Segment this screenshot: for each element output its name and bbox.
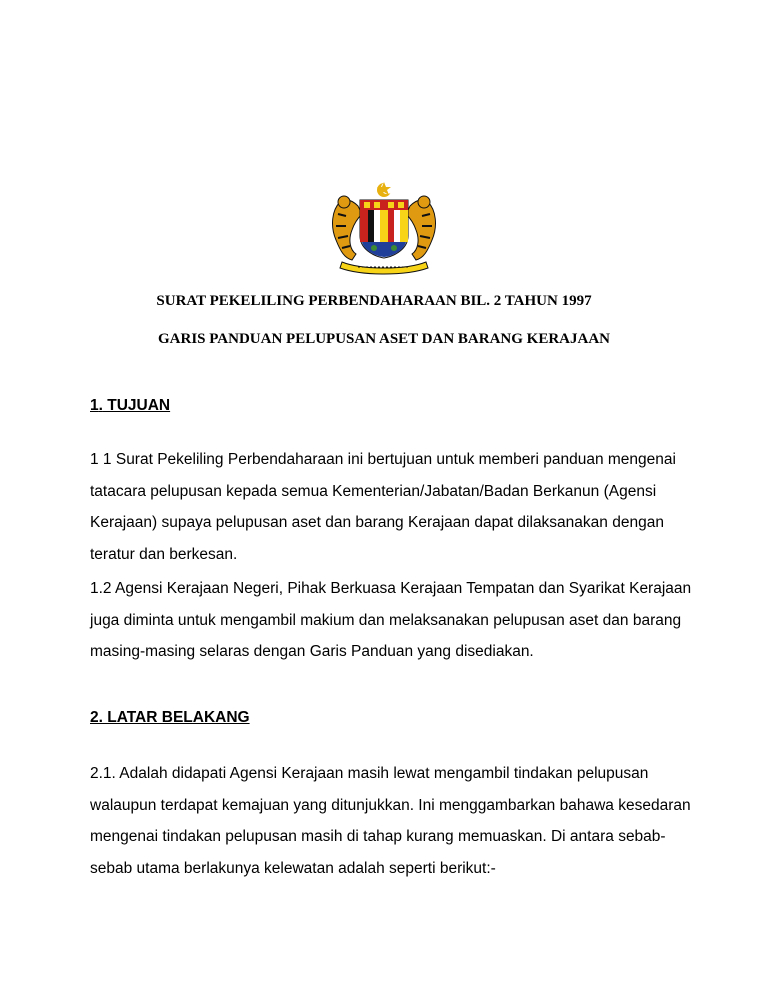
paragraph-line: 1.2 Agensi Kerajaan Negeri, Pihak Berkuasa Kerajaan Tempatan dan Syarikat Kerajaan — [90, 580, 692, 597]
section-number-separator: . — [98, 397, 103, 414]
document-subtitle: GARIS PANDUAN PELUPUSAN ASET DAN BARANG KERAJAAN — [158, 331, 610, 347]
paragraph-line: 2.1. Adalah didapati Agensi Kerajaan masih lewat mengambil tindakan pelupusan — [90, 765, 649, 782]
paragraph-2-1 — [90, 758, 710, 884]
paragraph-1-2 — [90, 573, 710, 668]
paragraph-line: juga diminta untuk mengambil makium dan melaksanakan pelupusan aset dan barang — [90, 611, 682, 629]
malaysia-coat-of-arms-icon — [322, 180, 446, 276]
paragraph-line: sebab utama berlakunya kelewatan adalah seperti berikut:- — [90, 859, 496, 877]
section-number: 1 — [90, 397, 99, 414]
paragraph-line: masing-masing selaras dengan Garis Panduan yang disediakan. — [90, 643, 534, 660]
paragraph-line: mengenai tindakan pelupusan masih di tahap kurang memuaskan. Di antara sebab- — [90, 828, 666, 845]
paragraph-1-1 — [90, 444, 710, 570]
paragraph-line: 1 1 Surat Pekeliling Perbendaharaan ini bertujuan untuk memberi panduan mengenai — [90, 451, 676, 468]
document-title: SURAT PEKELILING PERBENDAHARAAN BIL. 2 TAHUN 1997 — [156, 293, 592, 309]
paragraph-line: teratur dan berkesan. — [90, 545, 238, 563]
section-heading-tujuan — [90, 397, 170, 415]
section-heading-latar-belakang: 2. LATAR BELAKANG — [90, 709, 250, 726]
paragraph-line: tatacara pelupusan kepada semua Kementerian/Jabatan/Badan Berkanun (Agensi — [90, 482, 657, 500]
section-heading-text: TUJUAN — [102, 397, 171, 414]
paragraph-line: walaupun terdapat kemajuan yang ditunjukkan. Ini menggambarkan bahawa kesedaran — [90, 796, 691, 814]
paragraph-line: Kerajaan) supaya pelupusan aset dan barang Kerajaan dapat dilaksanakan dengan — [90, 514, 664, 531]
